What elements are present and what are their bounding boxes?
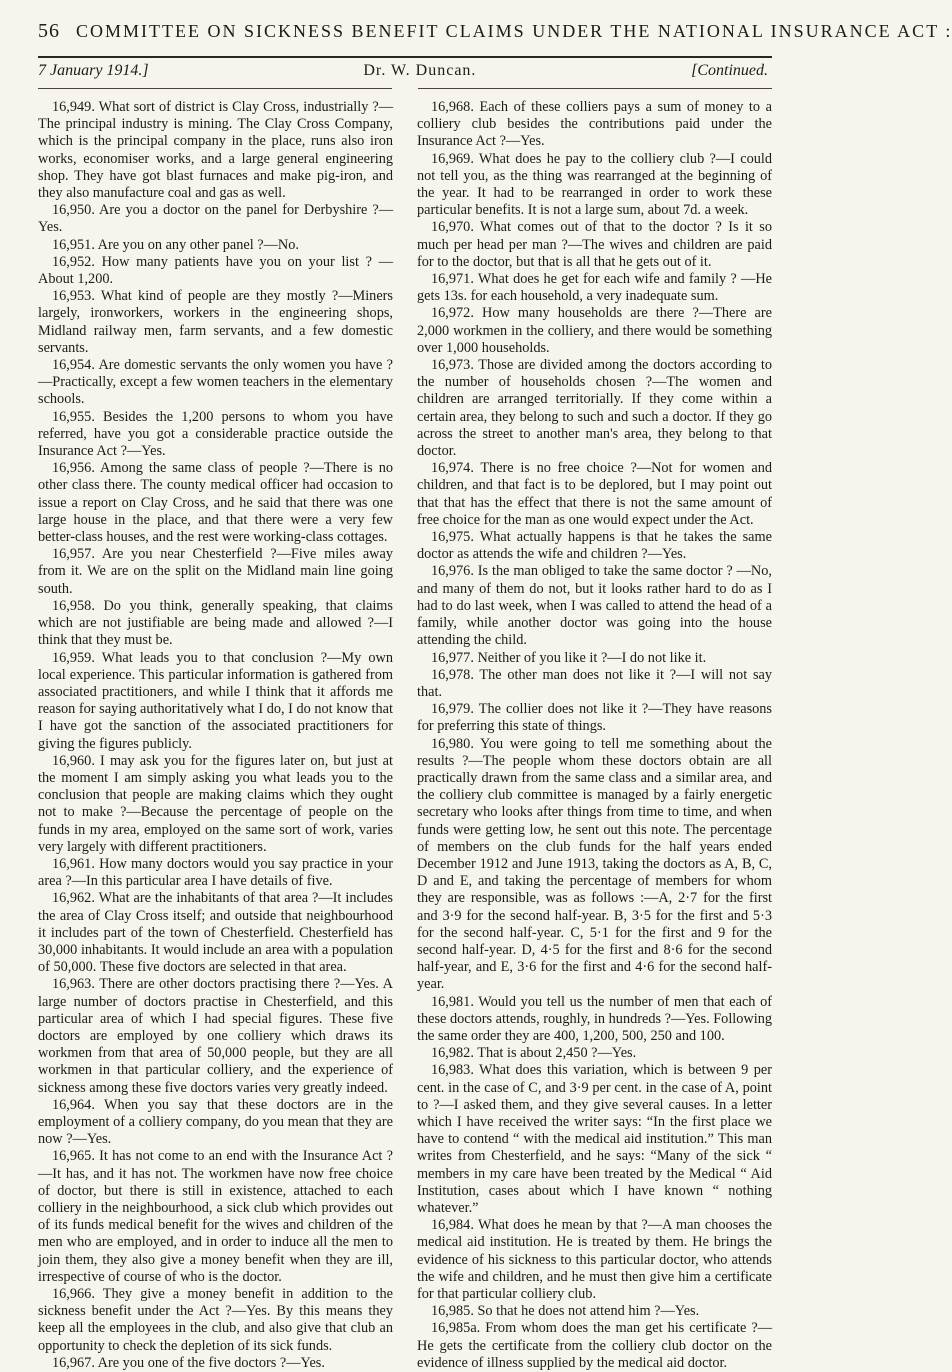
left-column-rule bbox=[38, 88, 392, 89]
evidence-paragraph: 16,961. How many doctors would you say practice in your area ?—In this particular area I have details of five. bbox=[38, 855, 393, 890]
evidence-paragraph: 16,983. What does this variation, which is between 9 per cent. in the case of C, and 3·9 per cent. in the case of A, point to ?—I asked them, and they give several causes. In a letter which I have received the writer says: “In the first place we have to contend “ with the medical aid institution.” This man writes from Chesterfield, and he says: “Many of the sick “ members in my care have been treated by the Medical “ Aid Institution, cases about which I have known “ nothing whatever.” bbox=[417, 1062, 772, 1216]
evidence-paragraph: 16,954. Are domestic servants the only women you have ?—Practically, except a few women teachers in the elementary schools. bbox=[38, 357, 393, 408]
evidence-paragraph: 16,955. Besides the 1,200 persons to whom you have referred, have you got a considerable practice outside the Insurance Act ?—Yes. bbox=[38, 408, 393, 460]
evidence-paragraph: 16,975. What actually happens is that he takes the same doctor as attends the wife and children ?—Yes. bbox=[417, 529, 772, 563]
right-column-rule bbox=[418, 88, 772, 89]
column-rules bbox=[38, 88, 772, 89]
running-head: COMMITTEE ON SICKNESS BENEFIT CLAIMS UNDER THE NATIONAL INSURANCE ACT : bbox=[76, 21, 952, 41]
evidence-paragraph: 16,974. There is no free choice ?—Not for women and children, and that fact is to be deplored, but I may point out that that has the effect that there is not the same amount of free choice for the man as one would expect under the Act. bbox=[417, 460, 772, 528]
evidence-paragraph: 16,968. Each of these colliers pays a sum of money to a colliery club besides the contributions paid under the Insurance Act ?—Yes. bbox=[417, 99, 772, 150]
evidence-paragraph: 16,976. Is the man obliged to take the same doctor ? —No, and many of them do not, but it looks rather hard to do as I had to do last week, when I was called to attend the head of a family, while another doctor was going into the house attending the child. bbox=[417, 563, 772, 649]
witness-name: Dr. W. Duncan. bbox=[363, 62, 477, 79]
page-number: 56 bbox=[38, 20, 60, 42]
evidence-paragraph: 16,970. What comes out of that to the doctor ? Is it so much per head per man ?—The wives and children are paid for to the doctor, but that is all that he gets out of it. bbox=[417, 219, 772, 270]
evidence-paragraph: 16,953. What kind of people are they mostly ?—Miners largely, ironworkers, workers in the engineering shops, Midland railway men, farm servants, and a few domestic servants. bbox=[38, 288, 393, 356]
continued-label: [Continued. bbox=[691, 62, 768, 79]
evidence-paragraph: 16,972. How many households are there ?—There are 2,000 workmen in the colliery, and there would be something over 1,000 households. bbox=[417, 305, 772, 356]
evidence-paragraph: 16,971. What does he get for each wife and family ? —He gets 13s. for each household, a very inadequate sum. bbox=[417, 271, 772, 305]
evidence-paragraph: 16,985. So that he does not attend him ?—Yes. bbox=[431, 1303, 700, 1320]
evidence-paragraph: 16,950. Are you a doctor on the panel for Derbyshire ?—Yes. bbox=[38, 202, 393, 236]
evidence-paragraph: 16,967. Are you one of the five doctors ?—Yes. bbox=[52, 1354, 325, 1371]
evidence-paragraph: 16,984. What does he mean by that ?—A man chooses the medical aid institution. He is treated by them. He brings the evidence of his sickness to this particular doctor, who attends the wife and children, and he must then give him a certificate for that particular colliery club. bbox=[417, 1217, 772, 1303]
evidence-paragraph: 16,957. Are you near Chesterfield ?—Five miles away from it. We are on the split on the Midland main line going south. bbox=[38, 546, 393, 597]
evidence-paragraph: 16,980. You were going to tell me something about the results ?—The people whom these doctors obtain are all practically drawn from the same class and a similar area, and the colliery club committee is managed by a fairly energetic secretary who looks after things from time to time, and when funds were getting low, he sent out this note. The percentage of members on the club funds for the half years ended December 1912 and June 1913, taking the doctors as A, B, C, D and E, and taking the percentage of members for whom they are responsible, was as follows :—A, 2·7 for the first and 3·9 for the second half-year. B, 3·5 for the first and 5·3 for the second half-year. C, 5·1 for the first and 9 for the second half-year. D, 4·5 for the first and 8·6 for the second half-year, and E, 3·6 for the first and 4·6 for the second half-year. bbox=[417, 735, 772, 993]
evidence-paragraph: 16,973. Those are divided among the doctors according to the number of households chosen ?—The women and children are arranged territorially. If they come within a certain area, they belong to such and such a doctor. If they go across the street to another man's area, they belong to that doctor. bbox=[417, 357, 772, 460]
hearing-date: 7 January 1914.] bbox=[38, 62, 149, 79]
evidence-paragraph: 16,958. Do you think, generally speaking, that claims which are not justifiable are being made and allowed ?—I think that they must be. bbox=[38, 597, 393, 649]
evidence-paragraph: 16,951. Are you on any other panel ?—No. bbox=[52, 236, 299, 253]
page-header bbox=[38, 20, 952, 50]
evidence-paragraph: 16,978. The other man does not like it ?—I will not say that. bbox=[417, 666, 772, 700]
evidence-paragraph: 16,960. I may ask you for the figures later on, but just at the moment I am simply asking you what leads you to the conclusion that people are making claims which they ought not to make ?—Because the percentage of people on the funds in my area, employed on the same sort of work, varies very largely with different practitioners. bbox=[38, 752, 393, 855]
evidence-paragraph: 16,959. What leads you to that conclusion ?—My own local experience. This particular information is gathered from associated practitioners, and while I think that it affords me reason for saying authoritatively what I do, I do not know that I have got the sanction of the associated practitioners for giving the figures publicly. bbox=[38, 649, 393, 752]
evidence-paragraph: 16,977. Neither of you like it ?—I do not like it. bbox=[431, 649, 707, 666]
evidence-paragraph: 16,966. They give a money benefit in addition to the sickness benefit under the Act ?—Yes. By this means they keep all the employees in the club, and also give that club an opportunity to check the depletion of its sick funds. bbox=[38, 1286, 393, 1354]
evidence-paragraph: 16,963. There are other doctors practising there ?—Yes. A large number of doctors practise in Chesterfield, and this particular area of which I had special figures. These five doctors are employed by one colliery which draws its workmen from that area of 50,000 people, but they are all workmen in that particular colliery, and the experience of sickness among these five doctors varies very greatly indeed. bbox=[38, 976, 393, 1096]
right-column bbox=[417, 99, 773, 1371]
sub-header bbox=[38, 62, 772, 84]
evidence-paragraph: 16,985a. From whom does the man get his certificate ?—He gets the certificate from the colliery club doctor on the evidence of illness supplied by the medical aid doctor. bbox=[417, 1320, 772, 1371]
evidence-paragraph: 16,982. That is about 2,450 ?—Yes. bbox=[431, 1045, 637, 1062]
evidence-paragraph: 16,964. When you say that these doctors are in the employment of a colliery company, do you mean that they are now ?—Yes. bbox=[38, 1096, 393, 1148]
evidence-paragraph: 16,949. What sort of district is Clay Cross, industrially ?—The principal industry is mining. The Clay Cross Company, which is the principal company in the place, runs also iron works, economiser works, and a large general engineering shop. They have got blast furnaces and make pig-iron, and they also manufacture coal and gas as well. bbox=[38, 99, 393, 202]
left-column bbox=[38, 99, 393, 1371]
header-rule bbox=[38, 56, 772, 58]
text-columns bbox=[38, 99, 773, 1371]
evidence-paragraph: 16,956. Among the same class of people ?—There is no other class there. The county medical officer had occasion to issue a report on Clay Cross, and he said that there was one large house in the place, and that there were a very few better-class houses, and the rest were working-class cottages. bbox=[38, 460, 393, 546]
evidence-paragraph: 16,965. It has not come to an end with the Insurance Act ?—It has, and it has not. The workmen have now free choice of doctor, but there is still in existence, attached to each colliery in the neighbourhood, a sick club which provides out of its funds medical benefit for the wives and children of the men who are employed, and in order to induce all the men to join them, they also give a money benefit when they are ill, irrespective of course of who is the doctor. bbox=[38, 1148, 393, 1285]
evidence-paragraph: 16,981. Would you tell us the number of men that each of these doctors attends, roughly, in hundreds ?—Yes. Following the same order they are 400, 1,200, 500, 250 and 100. bbox=[417, 993, 773, 1044]
evidence-paragraph: 16,952. How many patients have you on your list ? —About 1,200. bbox=[38, 253, 393, 288]
evidence-paragraph: 16,962. What are the inhabitants of that area ?—It includes the area of Clay Cross itself; and outside that neighbourhood it includes part of the town of Chesterfield. Chesterfield has 30,000 inhabitants. It would include an area with a population of 50,000. These five doctors are selected in that area. bbox=[38, 890, 393, 976]
evidence-paragraph: 16,969. What does he pay to the colliery club ?—I could not tell you, as the thing was rearranged at the beginning of the year. It had to be rearranged in order to work these particular benefits. It is not a large sum, about 7d. a week. bbox=[417, 150, 772, 219]
evidence-paragraph: 16,979. The collier does not like it ?—They have reasons for preferring this state of things. bbox=[417, 701, 772, 735]
